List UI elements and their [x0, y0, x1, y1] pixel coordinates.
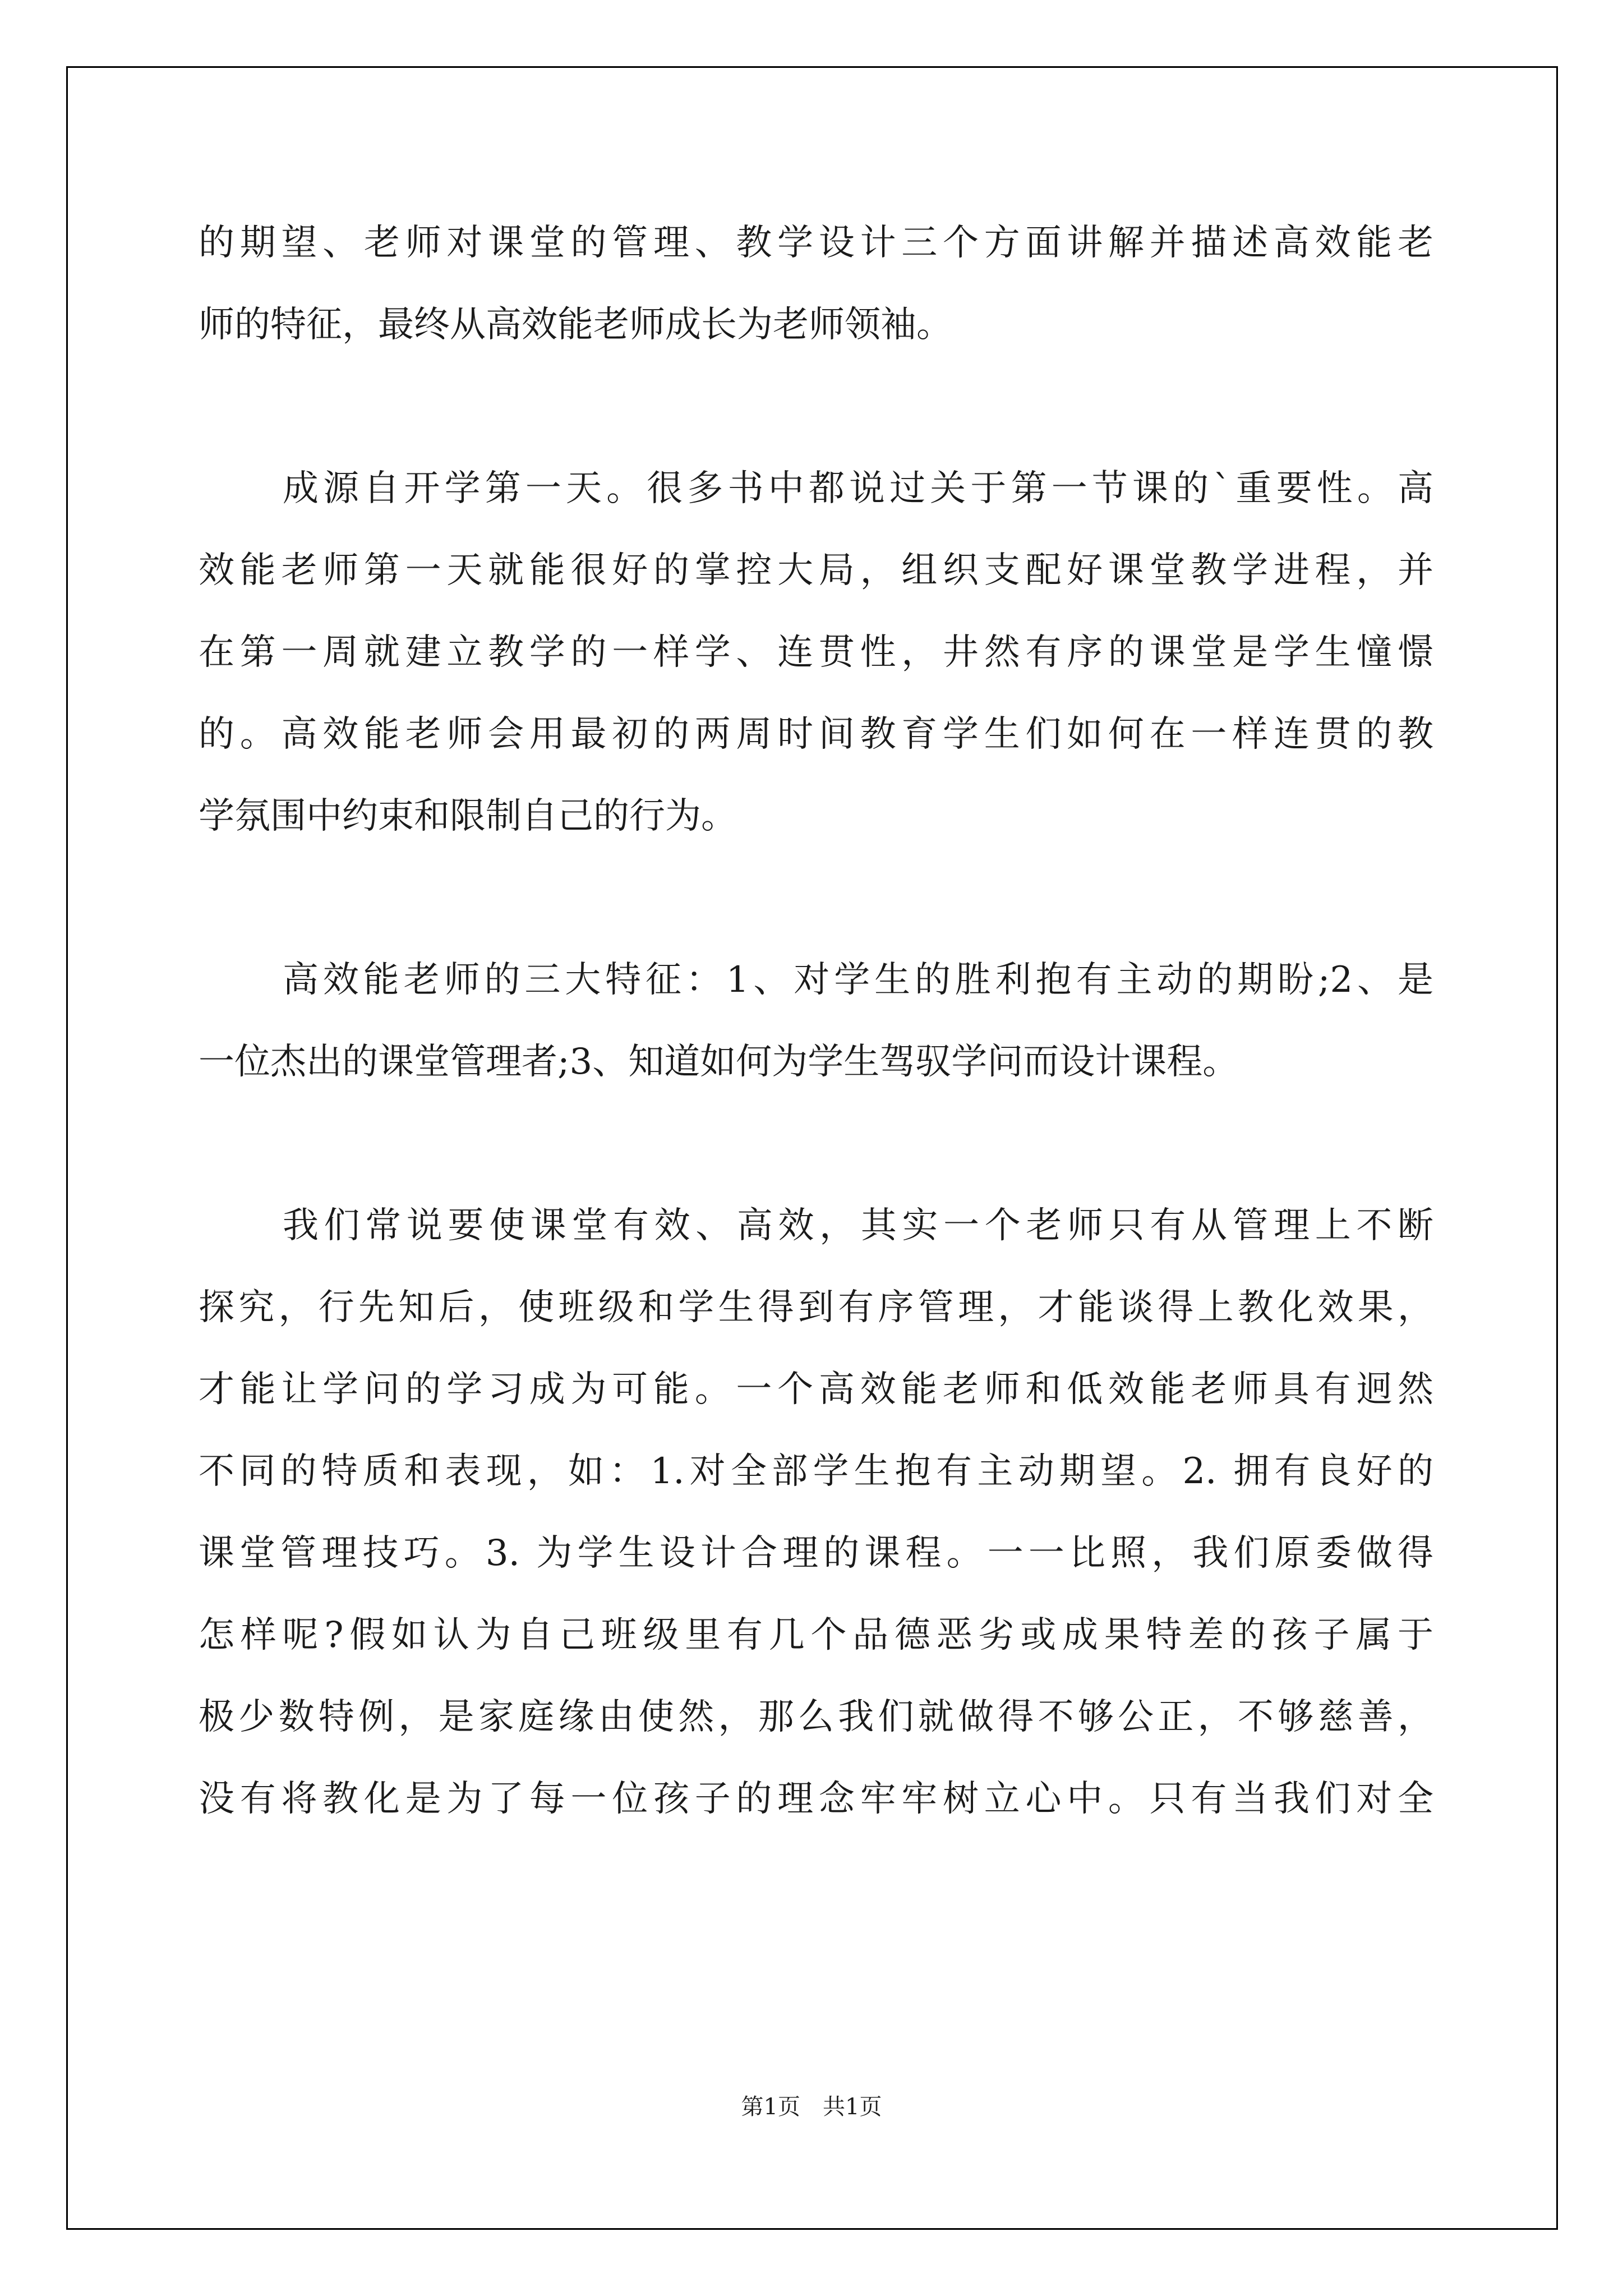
text-line: 极少数特例，是家庭缘由使然，那么我们就做得不够公正，不够慈善， [199, 1696, 1433, 1738]
text-line: 探究，行先知后，使班级和学生得到有序管理，才能谈得上教化效果， [199, 1287, 1433, 1328]
paragraph-first-line: 高效能老师的三大特征：1、对学生的胜利抱有主动的期盼;2、是 [283, 959, 1433, 1001]
paragraph-first-line: 我们常说要使课堂有效、高效，其实一个老师只有从管理上不断 [283, 1205, 1433, 1246]
text-line: 不同的特质和表现，如：1.对全部学生抱有主动期望。2. 拥有良好的 [199, 1451, 1433, 1492]
text-line: 的期望、老师对课堂的管理、教学设计三个方面讲解并描述高效能老 [199, 222, 1433, 264]
text-line: 怎样呢?假如认为自己班级里有几个品德恶劣或成果特差的孩子属于 [199, 1614, 1433, 1656]
text-line: 才能让学问的学习成为可能。一个高效能老师和低效能老师具有迥然 [199, 1369, 1433, 1410]
text-line: 师的特征，最终从高效能老师成长为老师领袖。 [199, 304, 952, 346]
text-line: 的。高效能老师会用最初的两周时间教育学生们如何在一样连贯的教 [199, 714, 1433, 755]
text-line: 没有将教化是为了每一位孩子的理念牢牢树立心中。只有当我们对全 [199, 1778, 1433, 1820]
text-line: 在第一周就建立教学的一样学、连贯性，井然有序的课堂是学生憧憬 [199, 632, 1433, 673]
paragraph-first-line: 成源自开学第一天。很多书中都说过关于第一节课的`重要性。高 [283, 468, 1433, 509]
text-line: 效能老师第一天就能很好的掌控大局，组织支配好课堂教学进程，并 [199, 550, 1433, 591]
text-line: 学氛围中约束和限制自己的行为。 [199, 795, 737, 837]
document-body [199, 202, 1433, 1840]
text-line: 课堂管理技巧。3. 为学生设计合理的课程。一一比照，我们原委做得 [199, 1533, 1433, 1574]
text-line: 一位杰出的课堂管理者;3、知道如何为学生驾驭学问而设计课程。 [199, 1041, 1239, 1083]
page-number-footer: 第1页 共1页 [741, 2094, 882, 2120]
